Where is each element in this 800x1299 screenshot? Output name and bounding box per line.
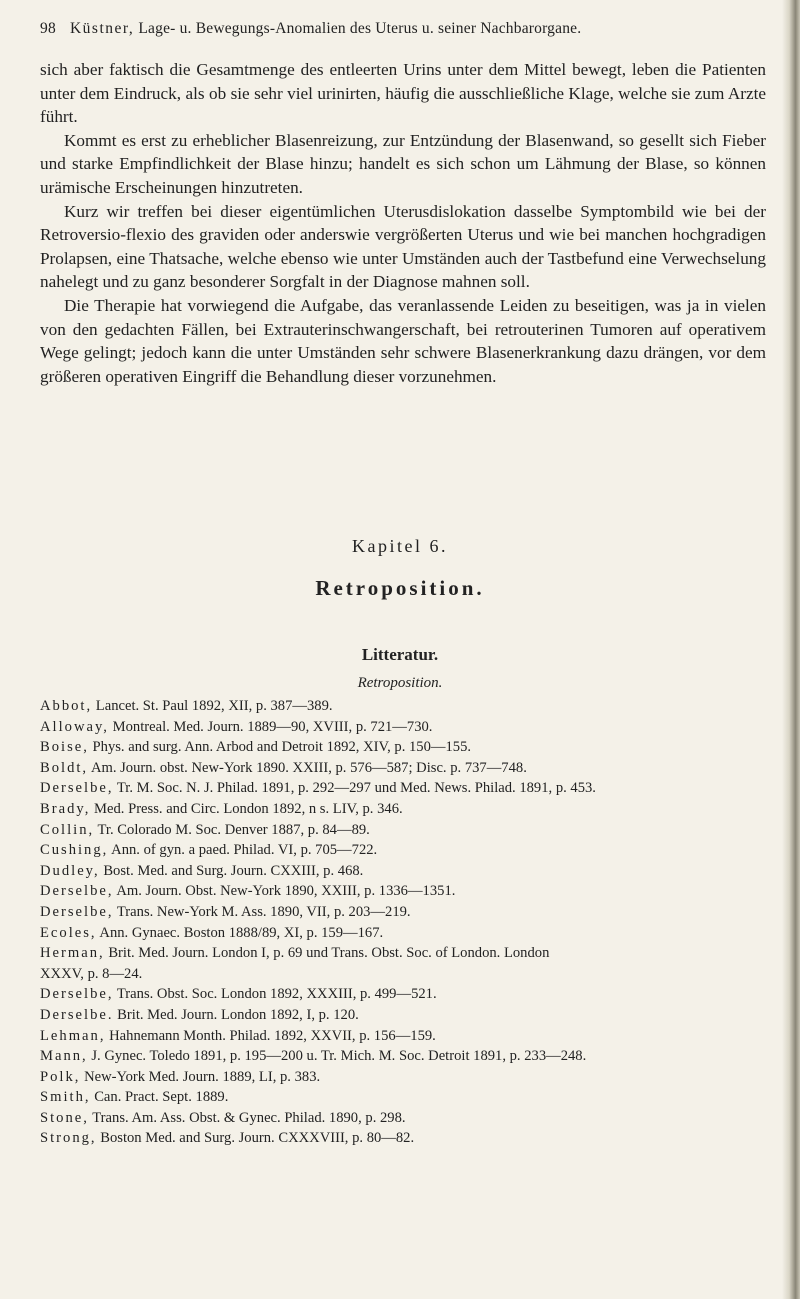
reference-entry [40, 881, 780, 902]
reference-text: Lancet. St. Paul 1892, XII, p. 387—389. [95, 698, 333, 714]
reference-author: Boise, [40, 739, 89, 756]
paragraph: sich aber faktisch die Gesamtmenge des entleerten Urins unter dem Mittel bewegt, leben die Patienten unter dem Eindruck, als ob sie sehr viel urinirten, häufig die ausschließliche Klage, welche sie zum Arzte führt. [40, 60, 766, 127]
reference-entry [40, 984, 780, 1005]
reference-entry [40, 778, 780, 799]
reference-author: Boldt, [40, 759, 89, 776]
reference-text: Hahnemann Month. Philad. 1892, XXVII, p. 156—159. [109, 1027, 436, 1044]
reference-entry [40, 820, 780, 841]
reference-author: Ecoles, [40, 924, 97, 941]
reference-author: Brady, [40, 800, 91, 817]
reference-text: Tr. M. Soc. N. J. Philad. 1891, p. 292—297 und Med. News. Philad. 1891, p. 453. [116, 780, 596, 797]
reference-author: Herman, [40, 945, 105, 962]
reference-text: Ann. of gyn. a paed. Philad. VI, p. 705—722. [111, 842, 378, 859]
reference-author: Cushing, [40, 842, 109, 859]
reference-text: Brit. Med. Journ. London 1892, I, p. 120. [117, 1006, 359, 1023]
reference-entry [40, 1026, 780, 1047]
reference-text: Brit. Med. Journ. London I, p. 69 und Trans. Obst. Soc. of London. London [108, 945, 550, 962]
paragraph: Kommt es erst zu erheblicher Blasenreizung, zur Entzündung der Blasenwand, so gesellt sich Fieber und starke Empfindlichkeit der Blase hinzu; handelt es sich schon um Lähmung der Blase, so können urämische Erscheinungen hinzutreten. [40, 130, 766, 197]
reference-author: Abbot, [40, 698, 93, 714]
reference-text: Bost. Med. and Surg. Journ. CXXIII, p. 468. [103, 862, 364, 879]
chapter-title: Retroposition. [315, 576, 485, 600]
reference-entry [40, 902, 780, 923]
reference-author: Stone, [40, 1109, 89, 1126]
reference-author: Strong, [40, 1130, 97, 1147]
reference-text: Tr. Colorado M. Soc. Denver 1887, p. 84—89. [97, 821, 370, 838]
reference-author: Smith, [40, 1089, 91, 1106]
reference-text: J. Gynec. Toledo 1891, p. 195—200 u. Tr. Mich. M. Soc. Detroit 1891, p. 233—248. [91, 1048, 587, 1065]
literature-subheading: Retroposition. [357, 675, 443, 691]
reference-continuation: XXXV, p. 8—24. [40, 965, 143, 982]
reference-author: Dudley, [40, 862, 100, 879]
reference-text: Am. Journ. Obst. New-York 1890, XXIII, p. 1336—1351. [116, 883, 456, 900]
reference-entry [40, 1046, 780, 1067]
reference-author: Derselbe, [40, 903, 114, 920]
reference-author: Mann, [40, 1048, 88, 1065]
reference-entry [40, 799, 780, 820]
header-title: Lage- u. Bewegungs-Anomalien des Uterus u. seiner Nachbarorgane. [138, 20, 582, 37]
reference-text: Trans. Obst. Soc. London 1892, XXXIII, p. 499—521. [116, 986, 437, 1003]
reference-entry [40, 1067, 780, 1088]
reference-text: Montreal. Med. Journ. 1889—90, XVIII, p. 721—730. [112, 718, 433, 735]
reference-entry [40, 737, 780, 758]
reference-author: Derselbe, [40, 986, 114, 1003]
reference-entry [40, 758, 780, 779]
reference-author: Lehman, [40, 1027, 106, 1044]
reference-author: Derselbe. [40, 1006, 114, 1023]
chapter-label: Kapitel 6. [352, 536, 448, 556]
reference-author: Collin, [40, 821, 95, 838]
reference-entry [40, 1087, 780, 1108]
reference-entry [40, 1108, 780, 1129]
reference-entry [40, 943, 780, 984]
reference-author: Derselbe, [40, 780, 114, 797]
literature-heading: Litteratur. [361, 645, 439, 664]
header-author: Küstner, [69, 20, 135, 37]
paragraph: Kurz wir treffen bei dieser eigentümlichen Uterusdislokation dasselbe Symptombild wie bei der Retroversio-flexio des graviden oder anderswie vergrößerten Uterus und wie bei manchen hochgradigen Prolapsen, eine Thatsache, welche ebenso wie unter Umständen auch der Tastbefund eine Verwechselung nahelegt und zu ganz besonderer Sorgfalt in der Diagnose mahnen soll. [40, 201, 766, 292]
running-header [40, 20, 760, 38]
reference-entry [40, 1005, 780, 1026]
reference-entry [40, 1128, 780, 1149]
reference-text: Phys. and surg. Ann. Arbod and Detroit 1892, XIV, p. 150—155. [92, 739, 472, 756]
reference-entry [40, 923, 780, 944]
reference-entry [40, 861, 780, 882]
reference-entry [40, 840, 780, 861]
reference-text: Am. Journ. obst. New-York 1890. XXIII, p. 576—587; Disc. p. 737—748. [90, 759, 527, 776]
reference-text: Boston Med. and Surg. Journ. CXXXVIII, p. 80—82. [100, 1130, 415, 1147]
reference-entry [40, 717, 780, 738]
reference-text: Ann. Gynaec. Boston 1888/89, XI, p. 159—167. [99, 924, 384, 941]
reference-text: Med. Press. and Circ. London 1892, n s. LIV, p. 346. [94, 800, 403, 817]
reference-text: Trans. Am. Ass. Obst. & Gynec. Philad. 1890, p. 298. [92, 1109, 406, 1126]
reference-author: Derselbe, [40, 883, 114, 900]
reference-author: Polk, [40, 1068, 81, 1085]
reference-author: Alloway, [40, 718, 109, 735]
reference-text: New-York Med. Journ. 1889, LI, p. 383. [84, 1068, 321, 1085]
body-text [40, 58, 766, 388]
reference-text: Can. Pract. Sept. 1889. [94, 1089, 229, 1106]
paragraph: Die Therapie hat vorwiegend die Aufgabe, das veranlassende Leiden zu beseitigen, was ja in vielen von den gedachten Fällen, bei Extrauterinschwangerschaft, bei retrouterinen Tumoren auf operativem Wege gelingt; jedoch kann die unter Umständen sehr schwere Blasenerkrankung dazu drängen, vor dem größeren operativen Eingriff die Behandlung dieser vorzunehmen. [40, 295, 766, 386]
reference-text: Trans. New-York M. Ass. 1890, VII, p. 203—219. [116, 903, 411, 920]
reference-entry [40, 696, 780, 717]
page-number: 98 [40, 20, 56, 37]
reference-list [40, 696, 780, 1149]
